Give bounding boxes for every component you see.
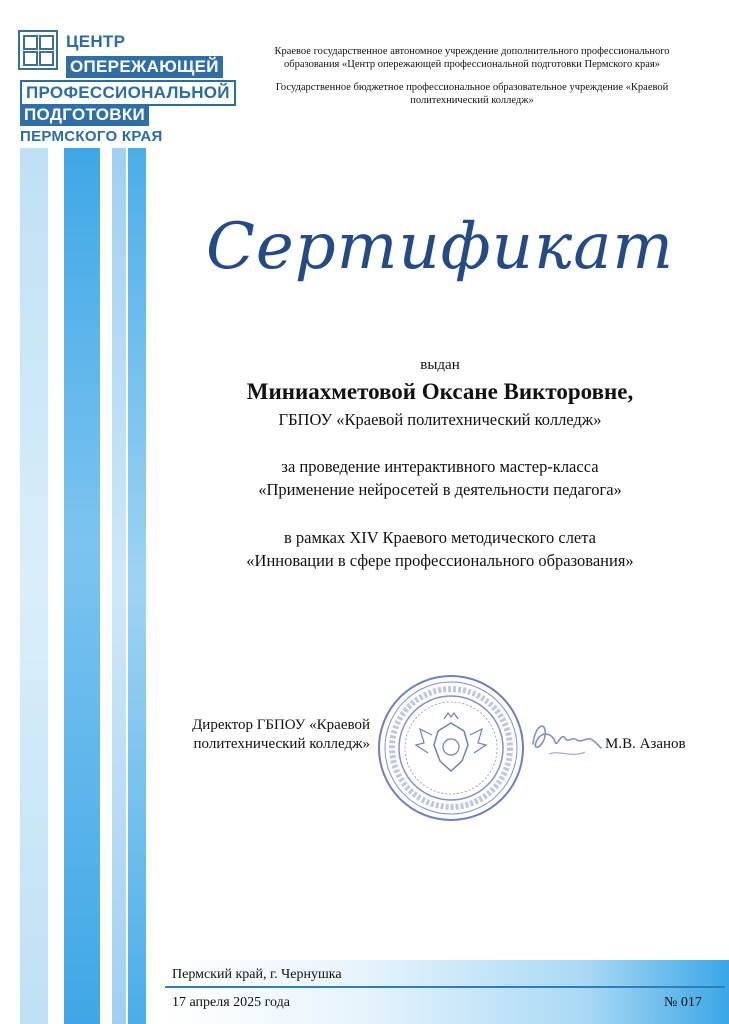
recipient-organization: ГБПОУ «Краевой политехнический колледж» xyxy=(278,410,602,429)
recipient-name: Миниахметовой Оксане Викторовне, xyxy=(246,379,634,404)
event-text: «Инновации в сфере профессионального образования» xyxy=(246,551,634,570)
footer-divider xyxy=(165,986,725,988)
issued-label: выдан xyxy=(420,357,460,373)
decor-stripe xyxy=(20,148,48,1024)
issue-place: Пермский край, г. Чернушка xyxy=(172,967,342,982)
logo-mark-icon xyxy=(18,30,58,70)
signatory-role-line: Директор ГБПОУ «Краевой xyxy=(192,717,370,733)
logo xyxy=(18,30,248,146)
logo-text-line: ПОДГОТОВКИ xyxy=(20,104,149,126)
handwritten-signature xyxy=(525,714,605,764)
issue-date: 17 апреля 2025 года xyxy=(172,995,290,1010)
decor-stripe xyxy=(64,148,100,1024)
logo-text-line: ПЕРМСКОГО КРАЯ xyxy=(20,128,163,145)
reason-text: «Применение нейросетей в деятельности педагога» xyxy=(258,480,622,499)
decor-stripe xyxy=(112,148,126,1024)
official-seal-icon xyxy=(376,673,526,823)
organization-name: Государственное бюджетное профессиональное образовательное учреждение «Краевой политехнический колледж» xyxy=(275,82,669,106)
logo-text-line: ЦЕНТР xyxy=(66,32,126,51)
organization-name: Краевое государственное автономное учреждение дополнительного профессионального образования «Центр опережающей профессиональной подготовки Пермского края» xyxy=(274,46,670,70)
certificate-title: Сертификат xyxy=(205,210,675,284)
decor-stripe xyxy=(128,148,146,1024)
signatory-role xyxy=(160,716,370,754)
logo-text-line: ОПЕРЕЖАЮЩЕЙ xyxy=(66,56,223,78)
event-text: в рамках XIV Краевого методического слета xyxy=(283,528,596,547)
issuing-organizations xyxy=(262,45,682,117)
signatory-name: М.В. Азанов xyxy=(605,736,686,752)
signatory-role-line: политехнический колледж» xyxy=(193,736,370,752)
logo-text-line: ПРОФЕССИОНАЛЬНОЙ xyxy=(20,80,236,106)
reason-text: за проведение интерактивного мастер-класса xyxy=(281,457,599,476)
certificate-number: № 017 xyxy=(664,995,702,1010)
